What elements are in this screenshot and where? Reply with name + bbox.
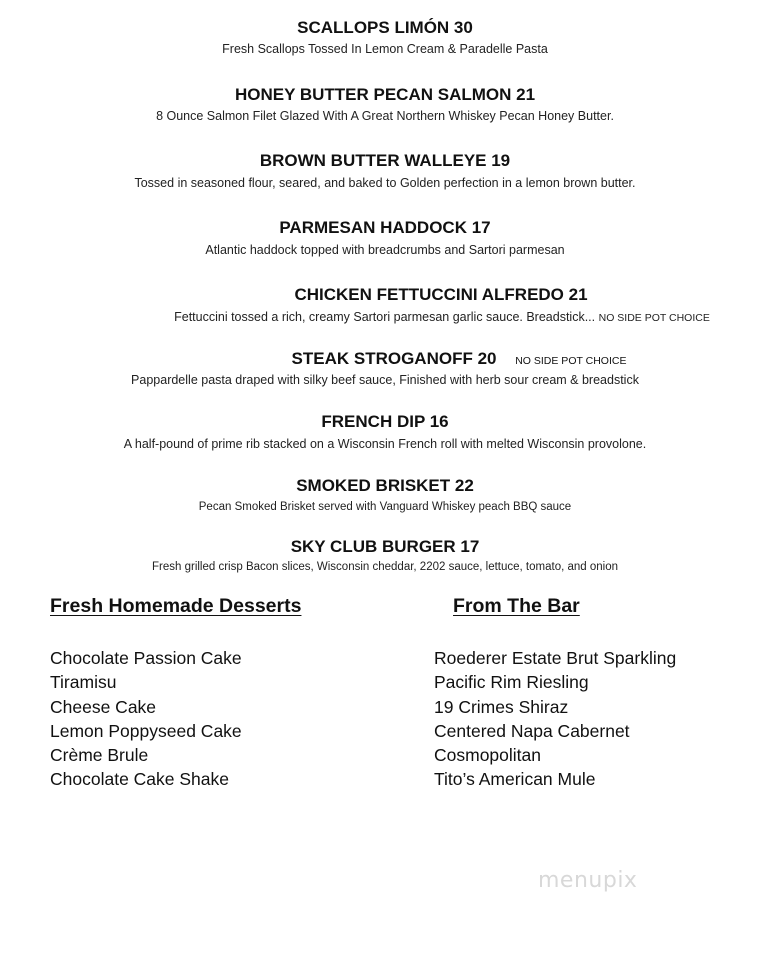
bar-item: Cosmopolitan — [434, 745, 541, 766]
steak-stroganoff-title: STEAK STROGANOFF 20 — [291, 349, 497, 368]
brown-butter-walleye-title: BROWN BUTTER WALLEYE 19 — [259, 151, 511, 170]
dessert-item: Chocolate Passion Cake — [50, 648, 242, 668]
dessert-item: Chocolate Cake Shake — [50, 769, 229, 790]
bar-item: Pacific Rim Riesling — [434, 672, 589, 693]
brown-butter-walleye-description: Tossed in seasoned flour, seared, and baked to Golden perfection in a lemon brown butter. — [134, 176, 636, 190]
desserts-list — [50, 646, 242, 792]
sky-club-burger-description: Fresh grilled crisp Bacon slices, Wisconsin cheddar, 2202 sauce, lettuce, tomato, and onion — [152, 561, 618, 573]
bar-heading: From The Bar — [453, 595, 580, 617]
parmesan-haddock-title: PARMESAN HADDOCK 17 — [279, 218, 491, 237]
sky-club-burger-title: SKY CLUB BURGER 17 — [290, 537, 480, 556]
dessert-item: Crème Brule — [50, 745, 149, 766]
bar-item: Tito’s American Mule — [434, 769, 596, 790]
bar-item: Centered Napa Cabernet — [434, 720, 630, 741]
honey-butter-pecan-salmon-title: HONEY BUTTER PECAN SALMON 21 — [234, 85, 536, 104]
chicken-fettuccini-alfredo-description: Fettuccini tossed a rich, creamy Sartori parmesan garlic sauce. Breadstick... — [174, 310, 596, 324]
steak-stroganoff-description: Pappardelle pasta draped with silky beef sauce, Finished with herb sour cream & breadstick — [131, 373, 639, 387]
desserts-heading: Fresh Homemade Desserts — [50, 595, 302, 617]
menupix-watermark: menupix — [538, 868, 638, 893]
honey-butter-pecan-salmon-description: 8 Ounce Salmon Filet Glazed With A Great Northern Whiskey Pecan Honey Butter. — [156, 109, 614, 123]
dessert-item: Cheese Cake — [50, 696, 157, 717]
dessert-item: Lemon Poppyseed Cake — [50, 720, 242, 741]
scallops-limon-description: Fresh Scallops Tossed In Lemon Cream & Paradelle Pasta — [222, 42, 548, 56]
smoked-brisket-title: SMOKED BRISKET 22 — [296, 476, 474, 495]
bar-list — [434, 646, 676, 792]
no-side-pot-choice-note: NO SIDE POT CHOICE — [515, 355, 627, 367]
french-dip-description: A half-pound of prime rib stacked on a Wisconsin French roll with melted Wisconsin provolone. — [123, 437, 647, 451]
bar-item: 19 Crimes Shiraz — [434, 696, 569, 717]
steak-stroganoff-title-line — [74, 349, 770, 371]
french-dip-title: FRENCH DIP 16 — [321, 412, 449, 431]
no-side-pot-choice-note: NO SIDE POT CHOICE — [598, 312, 710, 324]
chicken-fettuccini-alfredo-title: CHICKEN FETTUCCINI ALFREDO 21 — [294, 285, 588, 304]
parmesan-haddock-description: Atlantic haddock topped with breadcrumbs and Sartori parmesan — [205, 243, 565, 257]
scallops-limon-title: SCALLOPS LIMÓN 30 — [297, 18, 473, 37]
smoked-brisket-description: Pecan Smoked Brisket served with Vanguard Whiskey peach BBQ sauce — [198, 501, 572, 513]
dessert-item: Tiramisu — [50, 672, 117, 693]
chicken-fettuccini-alfredo-description-line — [57, 309, 770, 326]
bar-item: Roederer Estate Brut Sparkling — [434, 648, 677, 668]
